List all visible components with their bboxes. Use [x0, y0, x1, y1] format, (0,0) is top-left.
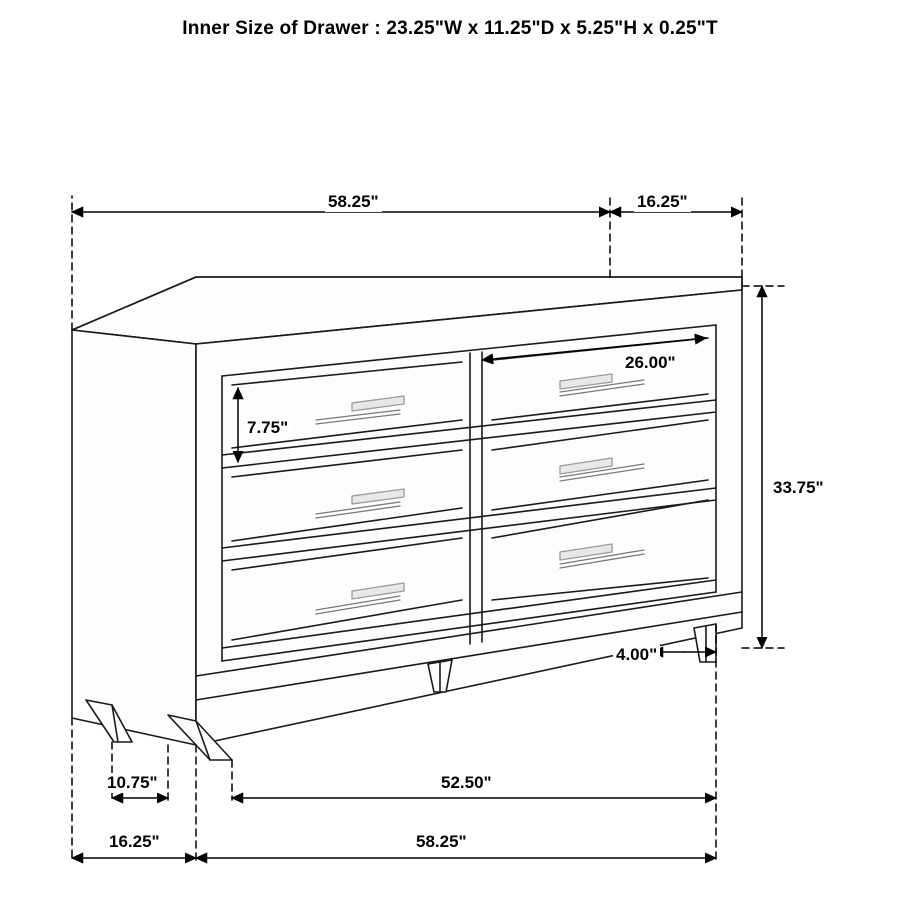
page-title: Inner Size of Drawer : 23.25"W x 11.25"D x 5.25"H x 0.25"T [182, 18, 718, 39]
dimension-leg-height: 4.00" [613, 645, 660, 665]
dimension-foot-depth: 10.75" [104, 773, 161, 793]
dimension-total-height: 33.75" [770, 478, 827, 498]
dimension-top-depth: 16.25" [634, 192, 691, 212]
dimension-drawer-height: 7.75" [244, 418, 291, 438]
dimension-bottom-depth: 16.25" [106, 832, 163, 852]
dimension-drawer-width: 26.00" [622, 353, 679, 373]
dimension-bottom-width: 58.25" [413, 832, 470, 852]
dimension-top-width: 58.25" [325, 192, 382, 212]
dimension-base-width-front: 52.50" [438, 773, 495, 793]
